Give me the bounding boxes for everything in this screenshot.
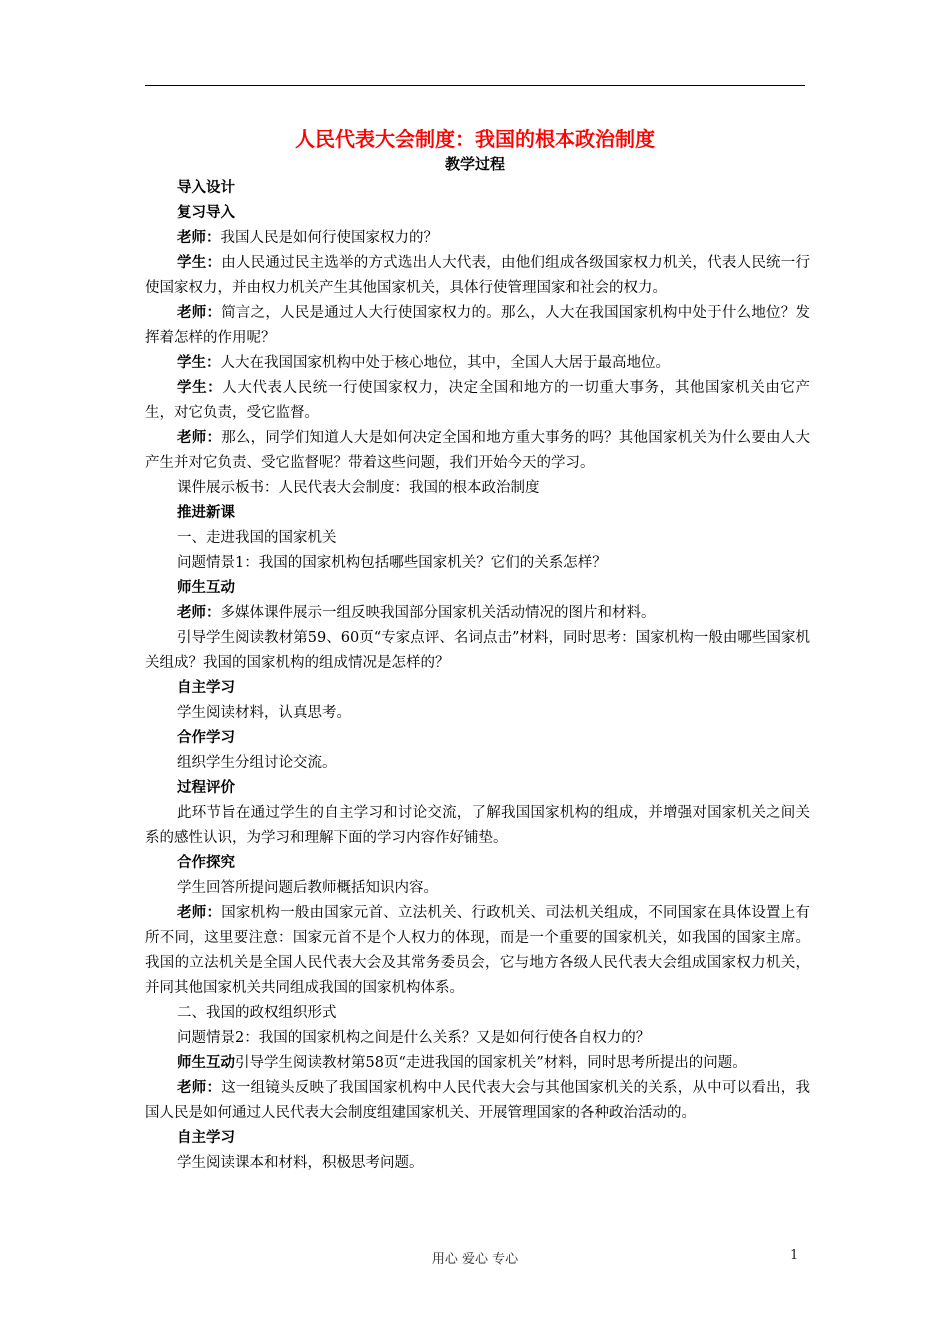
paragraph (145, 351, 810, 376)
paragraph-text: 二、我国的政权组织形式 (177, 1005, 337, 1021)
paragraph-text: 由人民通过民主选举的方式选出人大代表，由他们组成各级国家权力机关，代表人民统一行使国家权力，并由权力机关产生其他国家机关，具体行使管理国家和社会的权力。 (145, 255, 811, 296)
paragraph-text: 学生阅读课本和材料，积极思考问题。 (177, 1155, 424, 1171)
speaker-label: 老师： (177, 430, 222, 446)
paragraph-text: 我国人民是如何行使国家权力的？ (220, 230, 438, 246)
paragraph-text: 学生阅读材料，认真思考。 (177, 705, 351, 721)
paragraph (145, 1026, 810, 1051)
paragraph (145, 626, 810, 676)
section-heading: 过程评价 (177, 780, 235, 796)
paragraph (145, 1051, 810, 1076)
paragraph-text: 组织学生分组讨论交流。 (177, 755, 337, 771)
paragraph-text: 此环节旨在通过学生的自主学习和讨论交流，了解我国国家机构的组成，并增强对国家机关之间关系的感性认识，为学习和理解下面的学习内容作好铺垫。 (145, 805, 810, 846)
paragraph (145, 701, 810, 726)
page-number: 1 (790, 1248, 799, 1263)
section-heading: 合作学习 (177, 730, 235, 746)
paragraph-text: 人大代表人民统一行使国家权力，决定全国和地方的一切重大事务，其他国家机关由它产生，对它负责，受它监督。 (145, 380, 811, 421)
section-heading: 导入设计 (177, 180, 235, 196)
paragraph-text: 多媒体课件展示一组反映我国部分国家机关活动情况的图片和材料。 (220, 605, 656, 621)
paragraph (145, 251, 810, 301)
paragraph-text: 这一组镜头反映了我国国家机构中人民代表大会与其他国家机关的关系，从中可以看出，我国人民是如何通过人民代表大会制度组建国家机关、开展管理国家的各种政治活动的。 (145, 1080, 811, 1121)
paragraph (145, 426, 810, 476)
paragraph-text: 学生回答所提问题后教师概括知识内容。 (177, 880, 438, 896)
paragraph (145, 526, 810, 551)
header-rule (145, 85, 805, 86)
speaker-label: 老师： (177, 1080, 222, 1096)
paragraph-text: 那么，同学们知道人大是如何决定全国和地方重大事务的吗？其他国家机关为什么要由人大产生并对它负责、受它监督呢？带着这些问题，我们开始今天的学习。 (145, 430, 811, 471)
speaker-label: 师生互动 (177, 1055, 235, 1071)
paragraph-text: 简言之，人民是通过人大行使国家权力的。那么，人大在我国国家机构中处于什么地位？发挥着怎样的作用呢？ (145, 305, 811, 346)
paragraph-text: 问题情景2：我国的国家机构之间是什么关系？又是如何行使各自权力的？ (177, 1030, 651, 1046)
paragraph (145, 1001, 810, 1026)
section-heading: 复习导入 (177, 205, 235, 221)
paragraph (145, 226, 810, 251)
speaker-label: 学生： (177, 255, 222, 271)
section-heading: 自主学习 (177, 1130, 235, 1146)
paragraph-text: 问题情景1：我国的国家机构包括哪些国家机关？它们的关系怎样？ (177, 555, 607, 571)
section-heading: 推进新课 (177, 505, 235, 521)
paragraph (145, 876, 810, 901)
paragraph (145, 376, 810, 426)
document-body (145, 176, 810, 1176)
document-subtitle: 教学过程 (444, 155, 505, 173)
paragraph (145, 801, 810, 851)
section-heading: 自主学习 (177, 680, 235, 696)
paragraph (145, 1151, 810, 1176)
speaker-label: 老师： (177, 905, 222, 921)
section-heading: 合作探究 (177, 855, 235, 871)
paragraph (145, 551, 810, 576)
paragraph-text: 一、走进我国的国家机关 (177, 530, 337, 546)
speaker-label: 学生： (177, 380, 223, 396)
speaker-label: 老师： (177, 230, 221, 246)
paragraph (145, 751, 810, 776)
document-title: 人民代表大会制度：我国的根本政治制度 (295, 127, 655, 151)
paragraph-text: 课件展示板书：人民代表大会制度：我国的根本政治制度 (177, 480, 540, 496)
footer-text: 用心 爱心 专心 (431, 1252, 519, 1267)
speaker-label: 老师： (177, 605, 221, 621)
speaker-label: 学生： (177, 355, 221, 371)
paragraph-text: 引导学生阅读教材第59、60页“专家点评、名词点击”材料，同时思考：国家机构一般由哪些国家机关组成？我国的国家机构的组成情况是怎样的？ (145, 630, 810, 671)
paragraph-text: 人大在我国国家机构中处于核心地位，其中，全国人大居于最高地位。 (220, 355, 670, 371)
paragraph (145, 1076, 810, 1126)
paragraph (145, 476, 810, 501)
paragraph (145, 301, 810, 351)
paragraph (145, 901, 810, 1001)
speaker-label: 老师： (177, 305, 222, 321)
paragraph-text: 国家机构一般由国家元首、立法机关、行政机关、司法机关组成，不同国家在具体设置上有所不同，这里要注意：国家元首不是个人权力的体现，而是一个重要的国家机关，如我国的国家主席。我国的立法机关是全国人民代表大会及其常务委员会，它与地方各级人民代表大会组成国家权力机关，并同其他国家机关共同组成我国的国家机构体系。 (145, 905, 811, 996)
paragraph-text: 引导学生阅读教材第58页“走进我国的国家机关”材料，同时思考所提出的问题。 (235, 1055, 747, 1071)
section-heading: 师生互动 (177, 580, 235, 596)
paragraph (145, 601, 810, 626)
